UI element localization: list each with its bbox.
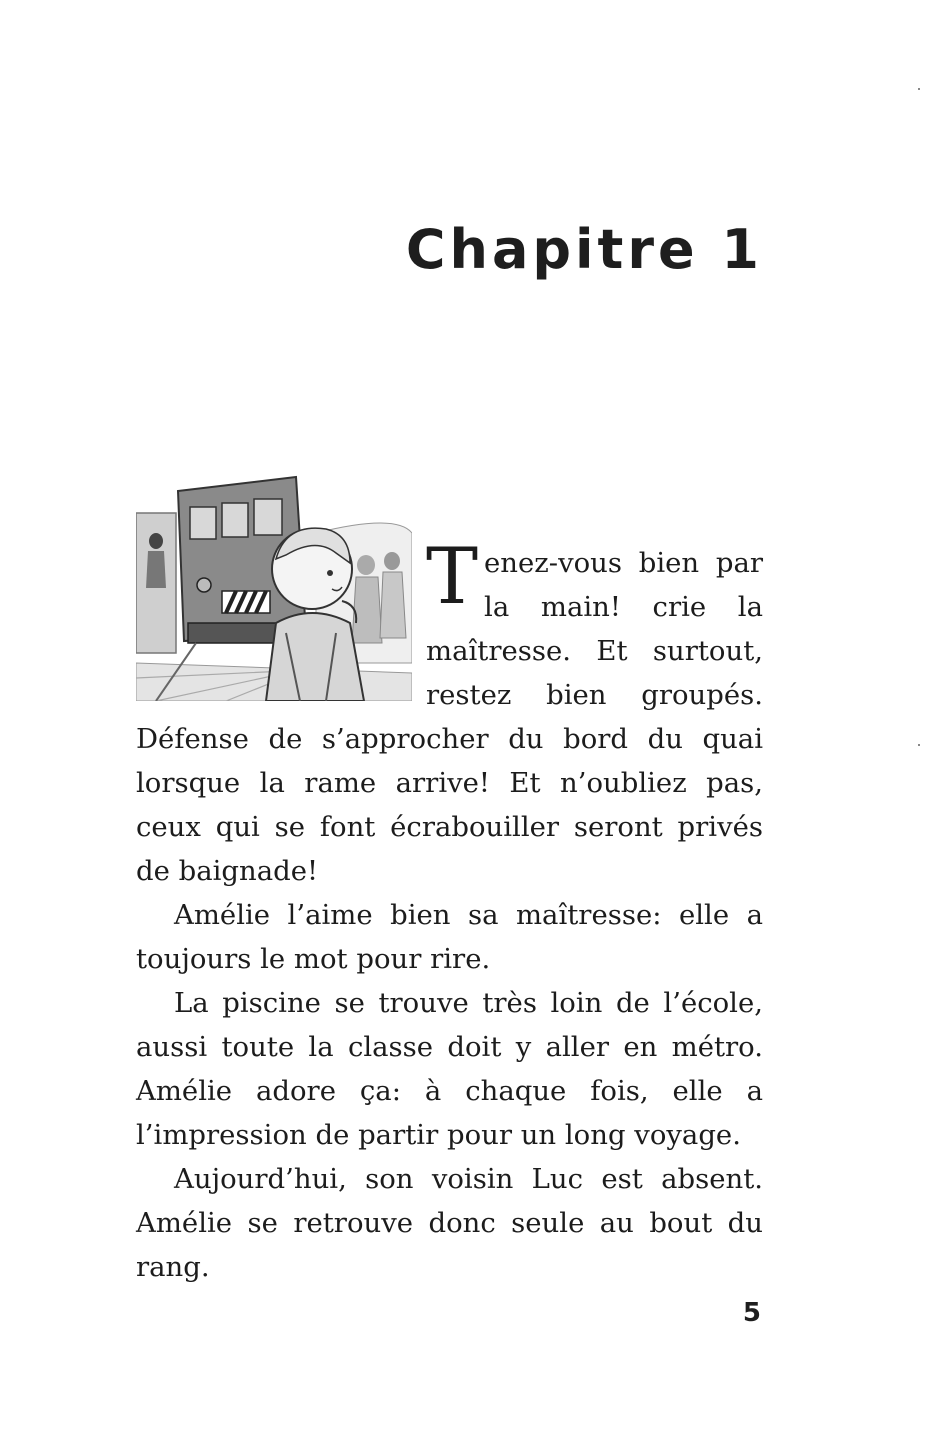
paragraph-1-text: enez-vous bien par la main! crie la maîtresse. Et surtout, restez bien groupés. Défense de s’approcher du bord du quai lorsque la rame arrive! Et n’oubliez pas, ceux qui se font écrabouiller seront privés de baignade! xyxy=(136,547,763,887)
paragraph-4: Aujourd’hui, son voisin Luc est absent. Amélie se retrouve donc seule au bout du rang. xyxy=(136,1163,763,1283)
paragraph-2: Amélie l’aime bien sa maîtresse: elle a toujours le mot pour rire. xyxy=(136,899,763,975)
chapter-title: Chapitre 1 xyxy=(405,218,763,281)
margin-speck xyxy=(918,88,920,90)
metro-illustration xyxy=(136,473,412,701)
page-number: 5 xyxy=(742,1298,761,1328)
margin-speck xyxy=(918,744,920,746)
drop-cap: T xyxy=(426,532,479,622)
chapter-text xyxy=(136,532,763,1289)
paragraph-3: La piscine se trouve très loin de l’école, aussi toute la classe doit y aller en métro. Amélie adore ça: à chaque fois, elle a l’impression de partir pour un long voyage. xyxy=(136,987,763,1151)
